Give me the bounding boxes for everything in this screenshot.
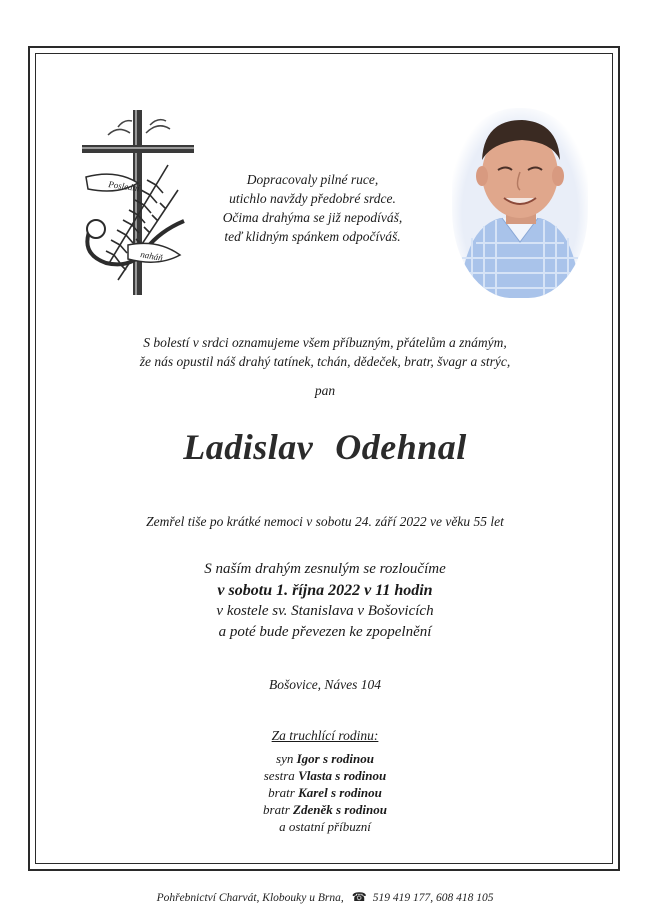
phone-icon: ☎ [351, 890, 367, 904]
mourner-row [200, 767, 450, 784]
mourner-suffix: s rodinou [323, 751, 374, 766]
footer [100, 890, 550, 905]
announcement-line: že nás opustil náš drahý tatínek, tchán, dědeček, bratr, švagr a strýc, [139, 354, 511, 369]
mourner-relation: syn [276, 751, 294, 766]
mourner-suffix: s rodinou [336, 802, 387, 817]
poem-line: utichlo navždy předobré srdce. [229, 191, 396, 206]
mourner-relation: bratr [263, 802, 290, 817]
funeral-place: v kostele sv. Stanislava v Bošovicích [216, 603, 434, 619]
funeral-line: S naším drahým zesnulým se rozloučíme [204, 561, 446, 577]
address: Bošovice, Náves 104 [268, 677, 382, 692]
poem-line: Dopracovaly pilné ruce, [246, 172, 379, 187]
mourner-row [200, 784, 450, 801]
mourner-row [200, 750, 450, 767]
mourner-suffix: s rodinou [335, 768, 387, 783]
portrait-photo [452, 108, 588, 298]
portrait-icon [452, 108, 588, 298]
ribbon-top-text: Poslední [107, 179, 141, 194]
mourners [200, 727, 450, 835]
funeral-details [80, 559, 570, 643]
funeral-company: Pohřebnictví Charvát, Klobouky u Brna, [156, 892, 344, 904]
mourner-name: Vlasta [298, 768, 333, 783]
mourner-name: Karel [298, 785, 328, 800]
death-notice: Zemřel tiše po krátké nemoci v sobotu 24. září 2022 ve věku 55 let [146, 514, 504, 529]
announcement-line: S bolestí v srdci oznamujeme všem příbuzným, přátelům a známým, [143, 335, 507, 350]
cross-hunting-horn-icon [78, 105, 198, 300]
mourner-name: Zdeněk [293, 802, 333, 817]
mourner-relation: sestra [263, 768, 295, 783]
mourner-name: Igor [296, 751, 320, 766]
funeral-date: v sobotu 1. října 2022 v 11 hodin [217, 582, 433, 599]
last-name: Odehnal [335, 427, 467, 467]
deceased-name [60, 426, 590, 468]
title-pan: pan [314, 383, 336, 398]
poem-line: teď klidným spánkem odpočíváš. [224, 229, 401, 244]
poem [190, 170, 435, 246]
announcement [60, 333, 590, 371]
mourners-closing: a ostatní příbuzní [279, 819, 371, 834]
ribbon-bottom-text: naháň [139, 249, 164, 263]
first-name: Ladislav [183, 427, 314, 467]
mourner-relation: bratr [268, 785, 295, 800]
mourner-row [200, 801, 450, 818]
phone-numbers: 519 419 177, 608 418 105 [372, 892, 494, 904]
mourner-suffix: s rodinou [330, 785, 382, 800]
poem-line: Očima drahýma se již nepodíváš, [222, 210, 403, 225]
funeral-line: a poté bude převezen ke zpopelnění [218, 624, 432, 640]
mourners-heading: Za truchlící rodinu: [271, 728, 379, 743]
